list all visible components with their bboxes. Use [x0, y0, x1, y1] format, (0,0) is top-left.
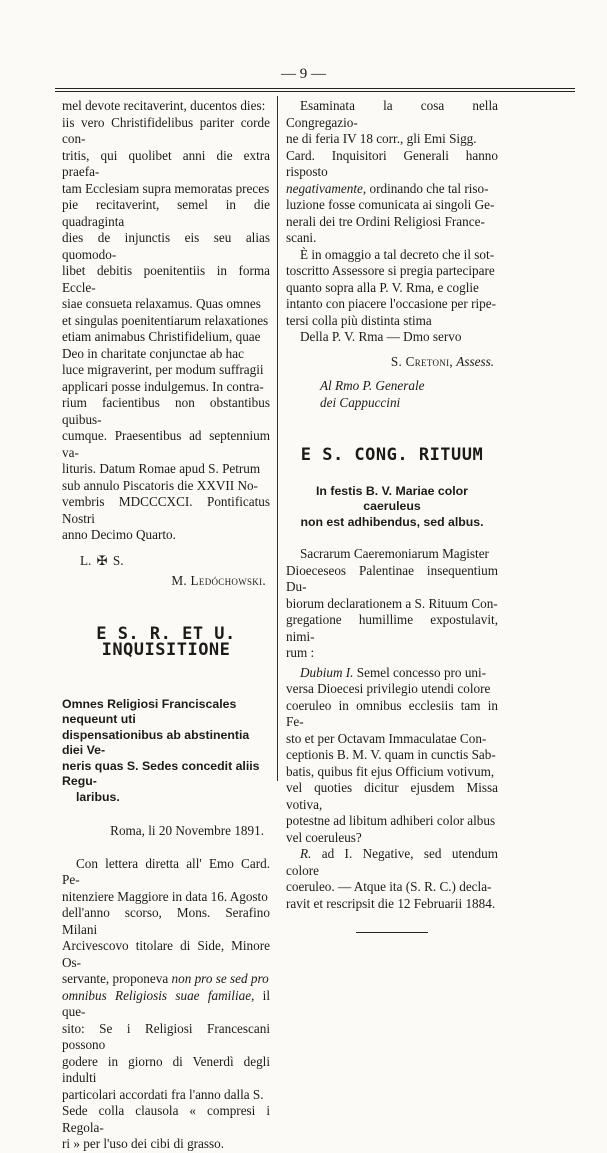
text-line: dell'anno scorso, Mons. Serafino Milani: [62, 905, 270, 937]
text-line: batis, quibus fit ejus Officium votivum,: [286, 763, 495, 779]
signature-title: Assess.: [456, 353, 494, 369]
signatory: M. Ledóchowski.: [171, 573, 266, 588]
cross-seal-icon: ✠: [96, 552, 108, 568]
text-italic: omnibus Religiosis suae familiae,: [62, 987, 255, 1003]
section-title-rites: E S. CONG. RITUUM: [300, 445, 484, 465]
text-line: vel quoties dicitur ejusdem Missa votiva,: [286, 780, 498, 812]
text-line: nitenziere Maggiore in data 16. Agosto: [62, 888, 268, 904]
signature-name: S. Cretoni,: [390, 353, 453, 369]
section-title-inquisition: E S. R. ET U. INQUISITIONE: [96, 623, 236, 660]
text-line: È in omaggio a tal decreto che il sot-: [300, 246, 495, 262]
text-line: rium facientibus non obstantibus quibus-: [62, 395, 270, 427]
text-line: [286, 181, 498, 198]
text-line: mel devote recitaverint, ducentos dies:: [62, 98, 266, 113]
text-span: , ordinando che tal riso-: [362, 180, 489, 196]
rubric-line: Omnes Religiosi Franciscales nequeunt uti: [62, 696, 237, 726]
addressee: [286, 378, 498, 411]
text-line: ne di feria IV 18 corr., gli Emi Sigg.: [286, 131, 477, 146]
text-line: siae consueta relaxamus. Quas omnes: [62, 296, 261, 311]
text-line: coeruleo in omnibus ecclesiis tam in Fe-: [286, 697, 498, 729]
addressee-line: dei Cappuccini: [320, 394, 401, 410]
intro-text: [286, 98, 498, 247]
letter-text: [62, 856, 270, 1153]
text-line: ri » per l'uso dei cibi di grasso.: [62, 1136, 225, 1151]
text-line: [62, 988, 270, 1021]
text-line: Con lettera diretta all' Emo Card. Pe-: [62, 855, 270, 887]
text-line: ceptionis B. M. V. quam in cunctis Sab-: [286, 747, 496, 762]
decree-rubric: [62, 697, 270, 806]
column-divider: [277, 96, 278, 781]
text-span: Semel concesso pro uni-: [353, 664, 487, 680]
left-column: [62, 98, 270, 1153]
text-line: [286, 665, 498, 682]
text-line: quanto sopra alla P. V. Rma, e coglie: [286, 279, 479, 295]
rubric-line: neris quas S. Sedes concedit aliis Regu-: [62, 758, 260, 788]
rubric-line: non est adhibendus, sed albus.: [300, 514, 484, 529]
closing-line: Della P. V. Rma — Dmo servo: [300, 329, 462, 344]
closing-rule: [356, 932, 428, 933]
text-line: luce migraverint, per modum suffragii: [62, 362, 264, 377]
text-line: dies de injunctis eis seu alias quomodo-: [62, 230, 270, 262]
text-line: coeruleo. — Atque ita (S. R. C.) decla-: [286, 879, 492, 894]
text-line: tam Ecclesiam supra memoratas preces: [62, 180, 270, 196]
text-line: sto et per Octavam Immaculatae Con-: [286, 730, 487, 746]
text-line: biorum declarationem a S. Rituum Con-: [286, 595, 498, 611]
text-line: cumque. Praesentibus ad septennium va-: [62, 428, 270, 460]
right-column: [286, 98, 498, 933]
text-line: intanto con piacere l'occasione per ripe-: [286, 296, 496, 311]
text-line: nerali dei tre Ordini Religiosi France-: [286, 213, 485, 229]
text-line: et singulas poenitentiarum relaxationes: [62, 312, 269, 328]
text-line: Deo in charitate conjunctae ab hac: [62, 345, 244, 361]
text-line: vel coeruleus?: [286, 829, 362, 845]
text-line: applicari posse indulgemus. In contra-: [62, 378, 264, 394]
text-line: tersi colla più distinta stima: [286, 312, 432, 328]
text-line: sub annulo Piscatoris die XXVII No-: [62, 477, 258, 493]
text-line: libet debitis poenitentiis in forma Eccle-: [62, 263, 270, 295]
dateline: Roma, li 20 Novembre 1891.: [110, 823, 264, 838]
text-line: [62, 971, 270, 988]
text-line: potestne ad libitum adhiberi color albus: [286, 813, 496, 828]
text-span: servante, proponeva: [62, 971, 172, 986]
text-span: ad I. Negative, sed utendum colore: [286, 846, 498, 878]
dubium-label: Dubium I.: [300, 664, 354, 680]
text-line: pie recitaverint, semel in die quadraginta: [62, 197, 270, 229]
text-span: il que-: [62, 987, 271, 1019]
seal-line: [62, 553, 270, 570]
addressee-line: Al Rmo P. Generale: [320, 378, 425, 393]
rites-request-text: [286, 546, 498, 662]
text-line: [286, 846, 498, 879]
rubric-line: dispensationibus ab abstinentia diei Ve-: [62, 727, 250, 757]
text-line: godere in giorno di Venerdì degli indulti: [62, 1053, 270, 1085]
seal-letter-s: S.: [112, 552, 124, 568]
text-line: etiam animabus Christifidelium, quae: [62, 329, 261, 344]
text-line: rum :: [286, 645, 315, 660]
text-line: Sacrarum Caeremoniarum Magister: [300, 546, 489, 561]
rubric-line: In festis B. V. Mariae color caeruleus: [316, 483, 468, 513]
text-line: iis vero Christifidelibus pariter corde con-: [62, 114, 270, 146]
text-line: vembris MDCCCXCI. Pontificatus Nostri: [62, 494, 270, 526]
text-line: gregatione humillime expostulavit, nimi-: [286, 612, 498, 644]
homage-text: [286, 247, 498, 330]
text-line: tritis, qui quolibet anni die extra praefa-: [62, 147, 270, 179]
signature-line: [286, 354, 498, 371]
text-line: lituris. Datum Romae apud S. Petrum: [62, 461, 261, 476]
text-italic: negativamente: [286, 180, 363, 196]
response-label: R.: [300, 846, 312, 861]
text-line: particolari accordati fra l'anno dalla S.: [62, 1086, 264, 1102]
rubric-line: laribus.: [76, 789, 120, 804]
text-line: scani.: [286, 230, 317, 245]
text-line: ravit et rescripsit die 12 Februarii 1884.: [286, 895, 496, 911]
seal-letter-l: L.: [80, 552, 92, 568]
text-line: Arcivescovo titolare di Side, Minore Os-: [62, 938, 270, 970]
response-text: [286, 846, 498, 912]
text-italic: non pro se sed pro: [171, 971, 269, 986]
dubium-text: [286, 665, 498, 847]
text-line: Card. Inquisitori Generali hanno risposto: [286, 147, 498, 179]
brief-text: [62, 98, 270, 544]
page-number: — 9 —: [281, 66, 326, 82]
text-line: Sede colla clausola « compresi i Regola-: [62, 1103, 270, 1135]
text-line: luzione fosse comunicata ai singoli Ge-: [286, 197, 495, 212]
text-line: anno Decimo Quarto.: [62, 527, 176, 542]
header-rule: [55, 88, 575, 92]
text-line: toscritto Assessore si pregia partecipare: [286, 263, 495, 278]
text-line: Esaminata la cosa nella Congregazio-: [286, 98, 498, 130]
decree-rubric: [286, 484, 498, 531]
text-line: sito: Se i Religiosi Francescani possono: [62, 1020, 270, 1052]
text-line: versa Dioecesi privilegio utendi colore: [286, 681, 491, 696]
text-line: Dioeceseos Palentinae insequentium Du-: [286, 562, 498, 594]
